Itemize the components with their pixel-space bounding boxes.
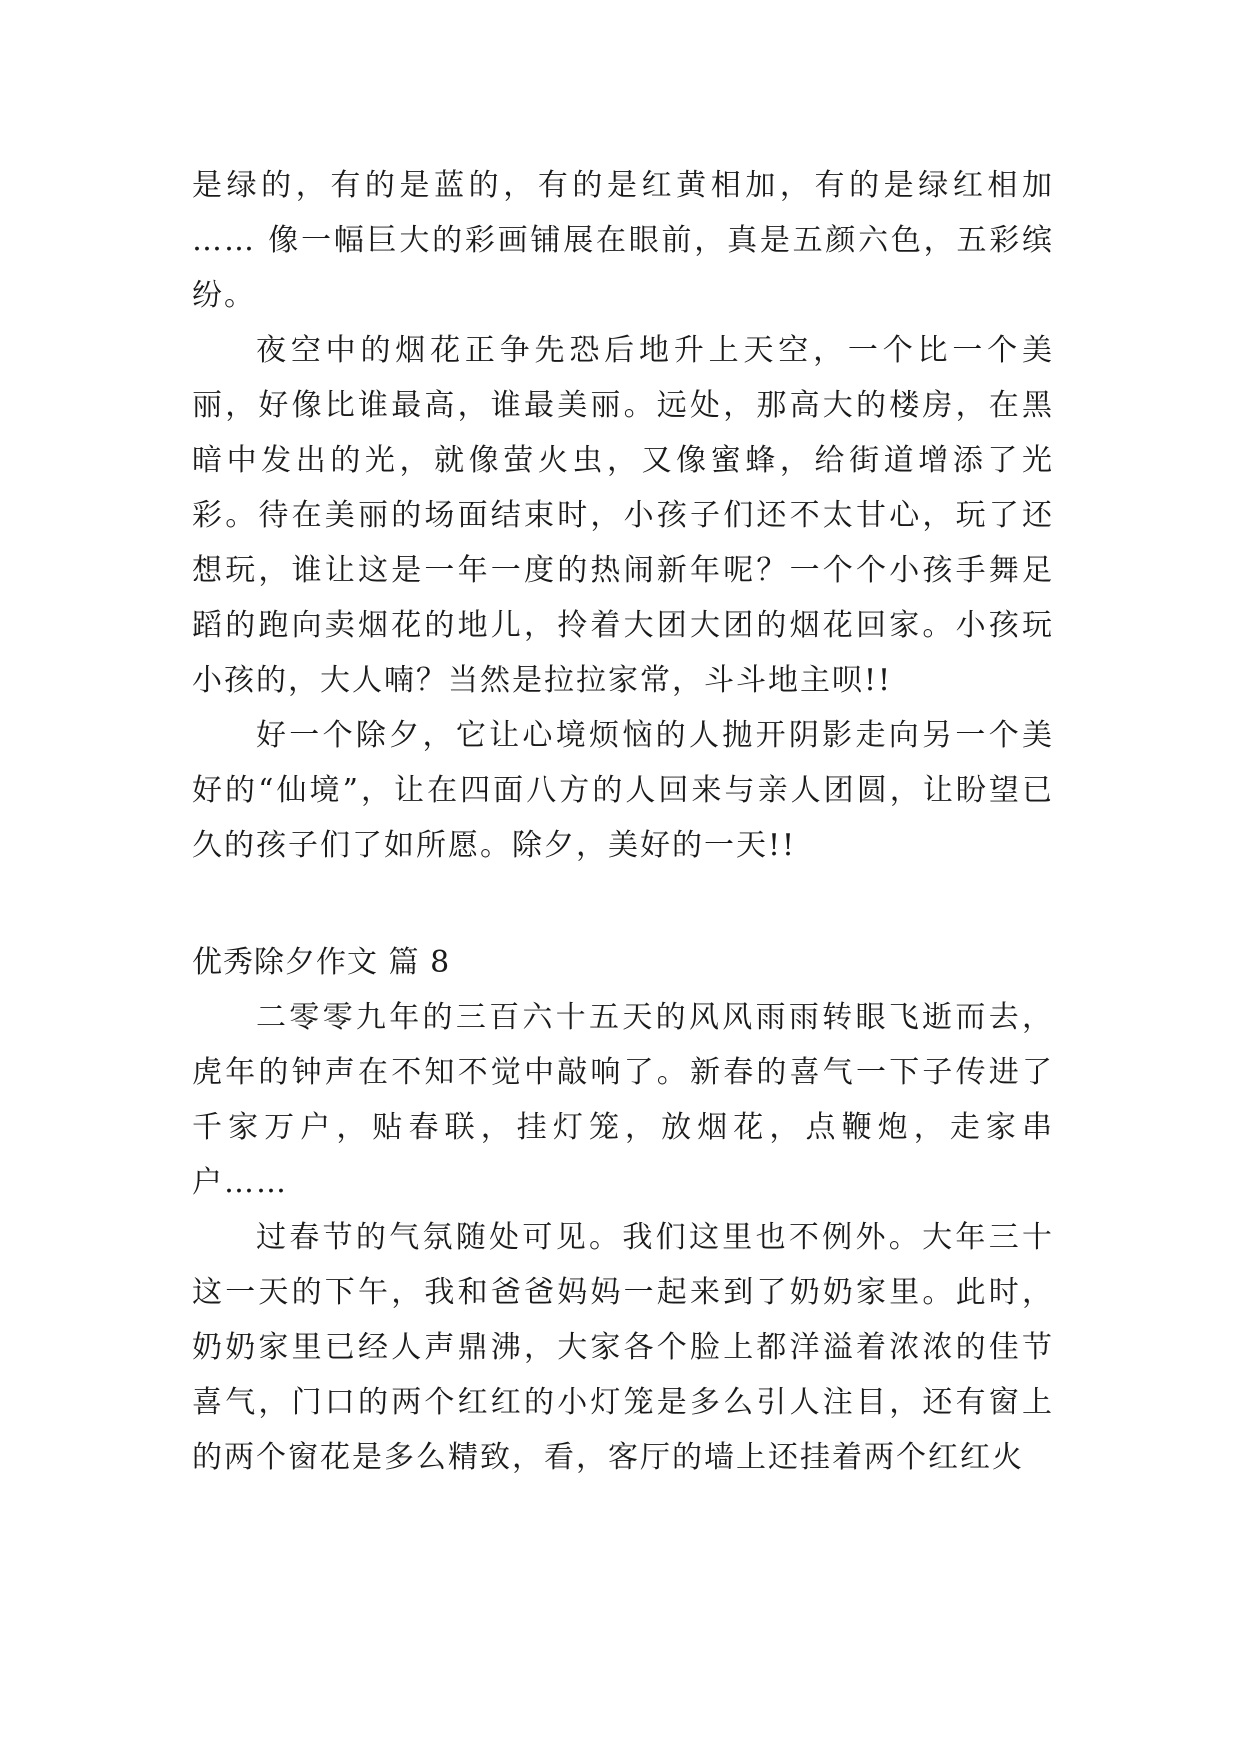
document-body	[192, 158, 1054, 1485]
paragraph-fireworks: 夜空中的烟花正争先恐后地升上天空，一个比一个美丽，好像比谁最高，谁最美丽。远处，那高大的楼房，在黑暗中发出的光，就像萤火虫，又像蜜蜂，给街道增添了光彩。待在美丽的场面结束时，小孩子们还不太甘心，玩了还想玩，谁让这是一年一度的热闹新年呢？一个个小孩手舞足蹈的跑向卖烟花的地儿，拎着大团大团的烟花回家。小孩玩小孩的，大人喃？当然是拉拉家常，斗斗地主呗!!	[192, 333, 1054, 698]
paragraph-spring-festival: 过春节的气氛随处可见。我们这里也不例外。大年三十这一天的下午，我和爸爸妈妈一起来到了奶奶家里。此时，奶奶家里已经人声鼎沸，大家各个脸上都洋溢着浓浓的佳节喜气，门口的两个红红的小灯笼是多么引人注目，还有窗上的两个窗花是多么精致，看，客厅的墙上还挂着两个红红火	[192, 1220, 1054, 1475]
paragraph-continuation: 是绿的，有的是蓝的，有的是红黄相加，有的是绿红相加 …… 像一幅巨大的彩画铺展在眼前，真是五颜六色，五彩缤纷。	[192, 168, 1054, 313]
paragraph-conclusion: 好一个除夕，它让心境烦恼的人抛开阴影走向另一个美好的“仙境”，让在四面八方的人回来与亲人团圆，让盼望已久的孩子们了如所愿。除夕，美好的一天!!	[192, 718, 1054, 863]
section-heading: 优秀除夕作文 篇 8	[192, 945, 451, 980]
paragraph-intro: 二零零九年的三百六十五天的风风雨雨转眼飞逝而去，虎年的钟声在不知不觉中敲响了。新春的喜气一下子传进了千家万户，贴春联，挂灯笼，放烟花，点鞭炮，走家串户……	[192, 1000, 1054, 1200]
